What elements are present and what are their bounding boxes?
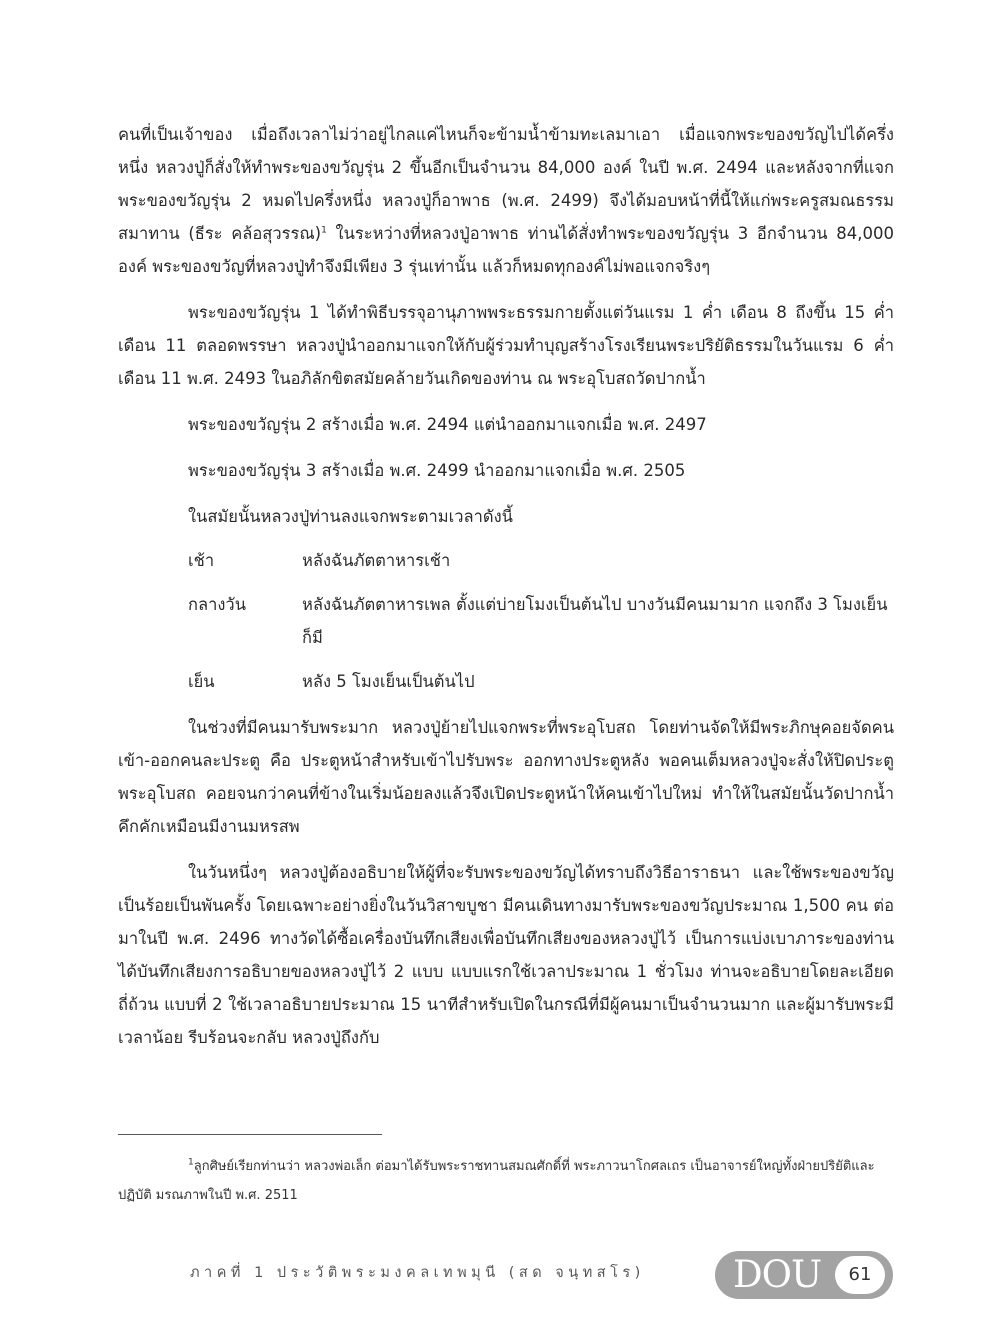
paragraph-1: คนที่เป็นเจ้าของ เมื่อถึงเวลาไม่ว่าอยู่ไกลแค่ไหนก็จะข้ามน้ำข้ามทะเลมาเอา เมื่อแจกพระของขวัญไปได้ครึ่งหนึ่ง หลวงปู่ก็สั่งให้ทำพระของขวัญรุ่น 2 ขึ้นอีกเป็นจำนวน 84,000 องค์ ในปี พ.ศ. 2494 และหลังจากที่แจกพระของขวัญรุ่น 2 หมดไปครึ่งหนึ่ง หลวงปู่ก็อาพาธ (พ.ศ. 2499) จึงได้มอบหน้าที่นี้ให้แก่พระครูสมณธรรมสมาทาน (ธีระ คล้อสุวรรณ)$^1$ ในระหว่างที่หลวงปู่อาพาธ ท่านได้สั่งทำพระของขวัญรุ่น 3 อีกจำนวน 84,000 องค์ พระของขวัญที่หลวงปู่ทำจึงมีเพียง 3 รุ่นเท่านั้น แล้วก็หมดทุกองค์ไม่พอแจกจริงๆ [118, 125, 894, 276]
paragraph-2: พระของขวัญรุ่น 1 ได้ทำพิธีบรรจุอานุภาพพระธรรมกายตั้งแต่วันแรม 1 ค่ำ เดือน 8 ถึงขึ้น 15 ค่ำ เดือน 11 ตลอดพรรษา หลวงปู่นำออกมาแจกให้กับผู้ร่วมทำบุญสร้างโรงเรียนพระปริยัติธรรมในวันแรม 6 ค่ำ เดือน 11 พ.ศ. 2493 ในอภิลักขิตสมัยคล้ายวันเกิดของท่าน ณ พระอุโบสถวัดปากน้ำ [118, 303, 894, 388]
body-text [118, 118, 894, 1054]
schedule-row-midday [118, 588, 894, 654]
paragraph-4: ในวันหนึ่งๆ หลวงปู่ต้องอธิบายให้ผู้ที่จะรับพระของขวัญได้ทราบถึงวิธีอาราธนา และใช้พระของขวัญเป็นร้อยเป็นพันครั้ง โดยเฉพาะอย่างยิ่งในวันวิสาขบูชา มีคนเดินทางมารับพระของขวัญประมาณ 1,500 คน ต่อมาในปี พ.ศ. 2496 ทางวัดได้ซื้อเครื่องบันทึกเสียงเพื่อบันทึกเสียงของหลวงปู่ไว้ เป็นการแบ่งเบาภาระของท่าน ได้บันทึกเสียงการอธิบายของหลวงปู่ไว้ 2 แบบ แบบแรกใช้เวลาประมาณ 1 ชั่วโมง ท่านจะอธิบายโดยละเอียดถี่ถ้วน แบบที่ 2 ใช้เวลาอธิบายประมาณ 15 นาทีสำหรับเปิดในกรณีที่มีผู้คนมาเป็นจำนวนมาก และผู้มารับพระมีเวลาน้อย รีบร้อนจะกลับ หลวงปู่ถึงกับ [118, 863, 894, 1047]
generation-2-line: พระของขวัญรุ่น 2 สร้างเมื่อ พ.ศ. 2494 แต่นำออกมาแจกเมื่อ พ.ศ. 2497 [188, 415, 707, 434]
footnote-divider [118, 1134, 382, 1135]
schedule-desc: หลัง 5 โมงเย็นเป็นต้นไป [302, 672, 475, 691]
footnote-ref[interactable]: 1 [321, 225, 327, 236]
footnote [118, 1152, 894, 1210]
footnote-marker: 1 [188, 1157, 194, 1168]
generation-3-line: พระของขวัญรุ่น 3 สร้างเมื่อ พ.ศ. 2499 นำออกมาแจกเมื่อ พ.ศ. 2505 [188, 461, 686, 480]
paragraph-3: ในช่วงที่มีคนมารับพระมาก หลวงปู่ย้ายไปแจกพระที่พระอุโบสถ โดยท่านจัดให้มีพระภิกษุคอยจัดคนเข้า-ออกคนละประตู คือ ประตูหน้าสำหรับเข้าไปรับพระ ออกทางประตูหลัง พอคนเต็มหลวงปู่จะสั่งให้ปิดประตูพระอุโบสถ คอยจนกว่าคนที่ข้างในเริ่มน้อยลงแล้วจึงเปิดประตูหน้าให้คนเข้าไปใหม่ ทำให้ในสมัยนั้นวัดปากน้ำคึกคักเหมือนมีงานมหรสพ [118, 718, 894, 836]
schedule-time: เย็น [188, 672, 215, 691]
footnote-text: ลูกศิษย์เรียกท่านว่า หลวงพ่อเล็ก ต่อมาได้รับพระราชทานสมณศักดิ์ที่ พระภาวนาโกศลเถร เป็นอาจารย์ใหญ่ทั้งฝ่ายปริยัติและปฏิบัติ มรณภาพในปี พ.ศ. 2511 [118, 1159, 875, 1203]
schedule-intro: ในสมัยนั้นหลวงปู่ท่านลงแจกพระตามเวลาดังนี้ [188, 507, 513, 526]
page-number: 61 [835, 1256, 885, 1294]
schedule-time: เช้า [188, 551, 215, 570]
page-badge [715, 1251, 893, 1299]
schedule-row-evening [118, 665, 894, 698]
schedule-desc: หลังฉันภัตตาหารเช้า [302, 551, 451, 570]
dou-logo: DOU [733, 1253, 822, 1296]
schedule-row-morning [118, 544, 894, 577]
schedule-time: กลางวัน [188, 595, 246, 614]
running-footer-title: ภาคที่ 1 ประวัติพระมงคลเทพมุนี (สด จนฺทสโร) [190, 1265, 645, 1281]
schedule-desc: หลังฉันภัตตาหารเพล ตั้งแต่บ่ายโมงเป็นต้นไป บางวันมีคนมามาก แจกถึง 3 โมงเย็นก็มี [302, 595, 888, 647]
